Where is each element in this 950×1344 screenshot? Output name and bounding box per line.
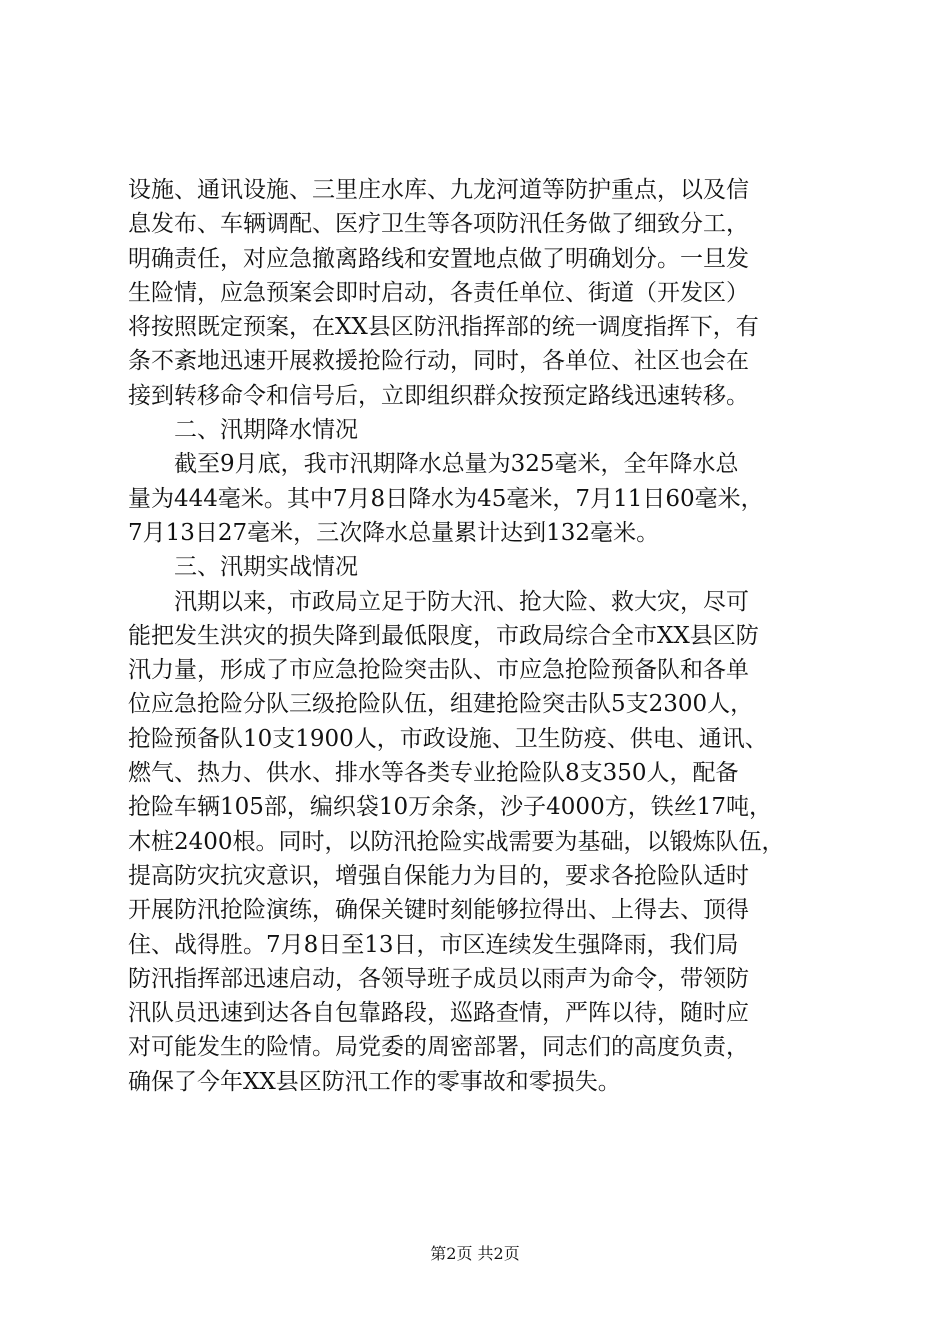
section-heading: 二、汛期降水情况 xyxy=(128,417,358,444)
body-text xyxy=(128,173,828,1099)
text-line: 汛期以来，市政局立足于防大汛、抢大险、救大灾，尽可 xyxy=(128,588,749,615)
text-line: 防汛指挥部迅速启动，各领导班子成员以雨声为命令，带领防 xyxy=(128,965,749,992)
text-line: 接到转移命令和信号后，立即组织群众按预定路线迅速转移。 xyxy=(128,382,749,409)
text-line: 木桩2400根。同时，以防汛抢险实战需要为基础，以锻炼队伍， xyxy=(128,828,785,855)
text-line: 对可能发生的险情。局党委的周密部署，同志们的高度负责， xyxy=(128,1034,749,1061)
text-line: 汛队员迅速到达各自包靠路段，巡路查情，严阵以待，随时应 xyxy=(128,1000,749,1027)
text-line: 条不紊地迅速开展救援抢险行动，同时，各单位、社区也会在 xyxy=(128,348,749,375)
text-line: 抢险车辆105部，编织袋10万余条，沙子4000方，铁丝17吨， xyxy=(128,794,772,821)
text-line: 截至9月底，我市汛期降水总量为325毫米，全年降水总 xyxy=(128,451,739,478)
text-line: 明确责任，对应急撤离路线和安置地点做了明确划分。一旦发 xyxy=(128,245,749,272)
text-line: 息发布、车辆调配、医疗卫生等各项防汛任务做了细致分工， xyxy=(128,211,749,238)
text-line: 确保了今年XX县区防汛工作的零事故和零损失。 xyxy=(128,1068,621,1095)
text-line: 7月13日27毫米，三次降水总量累计达到132毫米。 xyxy=(128,519,660,546)
text-line: 生险情，应急预案会即时启动，各责任单位、街道（开发区） xyxy=(128,279,749,306)
text-line: 提高防灾抗灾意识，增强自保能力为目的，要求各抢险队适时 xyxy=(128,862,749,889)
section-heading: 三、汛期实战情况 xyxy=(128,554,358,581)
page-number-footer: 第2页 共2页 xyxy=(430,1244,520,1263)
text-line: 将按照既定预案，在XX县区防汛指挥部的统一调度指挥下，有 xyxy=(128,314,759,341)
text-line: 能把发生洪灾的损失降到最低限度，市政局综合全市XX县区防 xyxy=(128,622,759,649)
text-line: 开展防汛抢险演练，确保关键时刻能够拉得出、上得去、顶得 xyxy=(128,897,749,924)
text-line: 汛力量，形成了市应急抢险突击队、市应急抢险预备队和各单 xyxy=(128,657,749,684)
text-line: 燃气、热力、供水、排水等各类专业抢险队8支350人，配备 xyxy=(128,760,739,787)
text-line: 住、战得胜。7月8日至13日，市区连续发生强降雨，我们局 xyxy=(128,931,739,958)
text-line: 量为444毫米。其中7月8日降水为45毫米，7月11日60毫米， xyxy=(128,485,764,512)
text-line: 抢险预备队10支1900人，市政设施、卫生防疫、供电、通讯、 xyxy=(128,725,768,752)
text-line: 位应急抢险分队三级抢险队伍，组建抢险突击队5支2300人， xyxy=(128,691,754,718)
text-line: 设施、通讯设施、三里庄水库、九龙河道等防护重点，以及信 xyxy=(128,177,749,203)
